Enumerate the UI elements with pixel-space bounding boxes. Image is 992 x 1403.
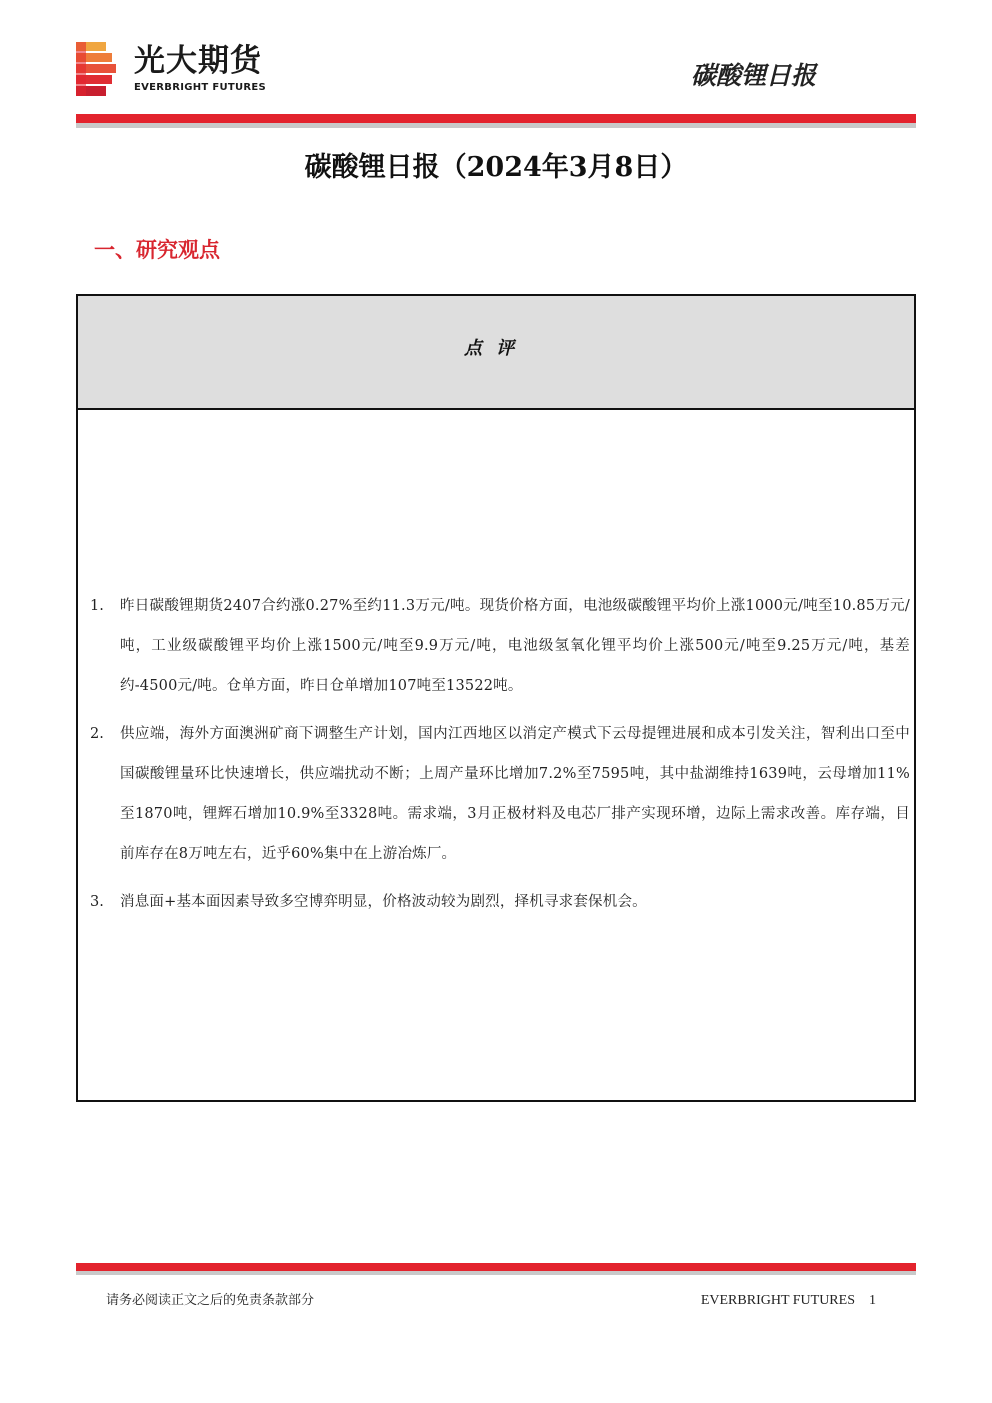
commentary-table xyxy=(76,294,916,1102)
list-item xyxy=(90,586,910,706)
list-item-text: 昨日碳酸锂期货2407合约涨0.27%至约11.3万元/吨。现货价格方面，电池级碳酸锂平均价上涨1000元/吨至10.85万元/吨，工业级碳酸锂平均价上涨1500元/吨至9.9万元/吨，电池级氢氧化锂平均价上涨500元/吨至9.25万元/吨，基差约-4500元/吨。仓单方面，昨日仓单增加107吨至13522吨。 xyxy=(120,598,910,694)
footer-brand: EVERBRIGHT FUTURES xyxy=(700,1293,855,1308)
document-title: 碳酸锂日报（2024年3月8日） xyxy=(304,152,688,183)
list-item xyxy=(90,714,910,874)
company-logo xyxy=(76,42,276,98)
section-heading: 一、研究观点 xyxy=(94,238,220,262)
footer-divider-red xyxy=(76,1263,916,1271)
commentary-table-header xyxy=(78,296,914,410)
footer-disclaimer: 请务必阅读正文之后的免责条款部分 xyxy=(106,1293,315,1308)
list-item-number: 1. xyxy=(90,598,104,614)
list-item-text: 消息面+基本面因素导致多空博弈明显，价格波动较为剧烈，择机寻求套保机会。 xyxy=(120,894,647,910)
logo-text-cn: 光大期货 xyxy=(134,43,262,79)
header-divider-red xyxy=(76,114,916,123)
commentary-table-header-label: 点评 xyxy=(464,338,528,359)
commentary-list xyxy=(90,586,910,930)
logo-text-en: EVERBRIGHT FUTURES xyxy=(134,82,267,93)
footer-divider-grey xyxy=(76,1271,916,1275)
list-item-number: 2. xyxy=(90,726,104,742)
header-report-title: 碳酸锂日报 xyxy=(690,61,816,90)
list-item-number: 3. xyxy=(90,894,104,910)
header-divider-grey xyxy=(76,123,916,128)
everbright-logo-icon xyxy=(76,42,118,98)
page-number: 1 xyxy=(869,1293,876,1308)
list-item xyxy=(90,882,910,922)
footer-brand-block xyxy=(701,1292,876,1310)
list-item-text: 供应端，海外方面澳洲矿商下调整生产计划，国内江西地区以消定产模式下云母提锂进展和成本引发关注，智利出口至中国碳酸锂量环比快速增长，供应端扰动不断；上周产量环比增加7.2%至7595吨，其中盐湖维持1639吨，云母增加11%至1870吨，锂辉石增加10.9%至3328吨。需求端，3月正极材料及电芯厂排产实现环增，边际上需求改善。库存端，目前库存在8万吨左右，近乎60%集中在上游冶炼厂。 xyxy=(120,726,910,862)
